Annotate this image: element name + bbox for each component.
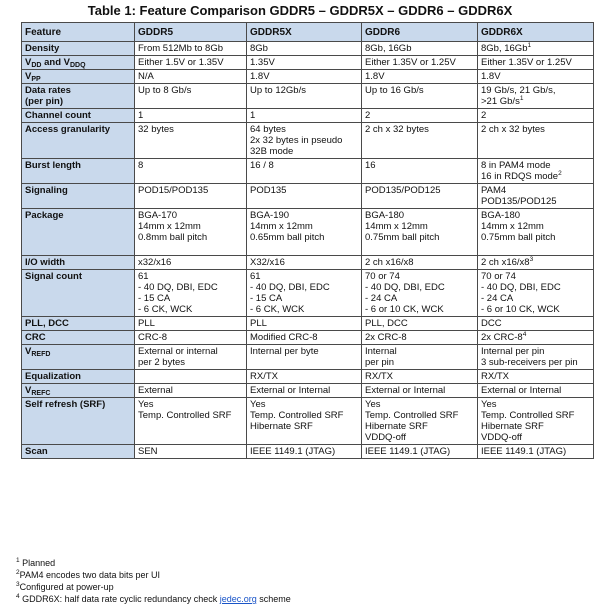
header-gddr5x: GDDR5X — [247, 23, 362, 42]
jedec-link[interactable]: jedec.org — [219, 594, 257, 604]
feature-label: PLL, DCC — [22, 317, 135, 331]
table-cell: 2x CRC-8 — [362, 331, 478, 345]
table-cell: External or Internal — [478, 384, 594, 398]
table-cell: External or Internal — [362, 384, 478, 398]
footnote: $^1$ Planned — [16, 557, 56, 568]
table-cell: External or internal per 2 bytes — [135, 345, 247, 370]
table-cell: 2 — [362, 109, 478, 123]
table-row — [22, 445, 594, 459]
table-cell: 19 Gb/s, 21 Gb/s, >21 $Gb/s^1$ — [478, 84, 594, 109]
feature-label: CRC — [22, 331, 135, 345]
table-row — [22, 256, 594, 270]
table-cell: SEN — [135, 445, 247, 459]
feature-label: $V_{PP}$ — [22, 70, 135, 84]
table-cell: PLL, DCC — [362, 317, 478, 331]
table-cell: 2 — [478, 109, 594, 123]
feature-label: Burst length — [22, 159, 135, 184]
table-cell: RX/TX — [247, 370, 362, 384]
feature-label: Scan — [22, 445, 135, 459]
table-body — [22, 42, 594, 459]
table-cell: DCC — [478, 317, 594, 331]
feature-label: Access granularity — [22, 123, 135, 159]
table-cell: CRC-8 — [135, 331, 247, 345]
header-gddr5: GDDR5 — [135, 23, 247, 42]
feature-comparison-table — [21, 22, 594, 459]
table-cell: Yes Temp. Controlled SRF — [135, 398, 247, 445]
footnote: $^3$Configured at power-up — [16, 581, 114, 592]
table-cell: 2 ch x 32 bytes — [362, 123, 478, 159]
table-cell: PLL — [247, 317, 362, 331]
table-cell: Either 1.5V or 1.35V — [135, 56, 247, 70]
footnote-ref: 1 — [519, 95, 524, 102]
table-cell: Either 1.35V or 1.25V — [478, 56, 594, 70]
table-cell: 8 — [135, 159, 247, 184]
table-row — [22, 209, 594, 256]
table-row — [22, 159, 594, 184]
footnote-ref: 1 — [527, 42, 532, 49]
feature-label: I/O width — [22, 256, 135, 270]
table-cell: 16 — [362, 159, 478, 184]
table-cell: N/A — [135, 70, 247, 84]
table-cell: 8 in PAM4 mode 16 in RDQS mode$^2$ — [478, 159, 594, 184]
table-row — [22, 42, 594, 56]
table-cell: 1 — [135, 109, 247, 123]
table-cell: 2x CRC-$8^4$ — [478, 331, 594, 345]
table-cell: Yes Temp. Controlled SRF Hibernate SRF VDDQ-off — [362, 398, 478, 445]
table-cell: IEEE 1149.1 (JTAG) — [478, 445, 594, 459]
table-cell: External or Internal — [247, 384, 362, 398]
header-feature: Feature — [22, 23, 135, 42]
table-row — [22, 345, 594, 370]
table-cell: 70 or 74 - 40 DQ, DBI, EDC - 24 CA - 6 or 10 CK, WCK — [478, 270, 594, 317]
table-cell: x32/x16 — [135, 256, 247, 270]
table-row — [22, 270, 594, 317]
feature-label: Self refresh (SRF) — [22, 398, 135, 445]
footnotes — [16, 557, 291, 605]
table-row — [22, 84, 594, 109]
feature-label: Signal count — [22, 270, 135, 317]
table-cell: 61 - 40 DQ, DBI, EDC - 15 CA - 6 CK, WCK — [247, 270, 362, 317]
table-cell: 2 ch $x16/x8^3$ — [478, 256, 594, 270]
table-cell: RX/TX — [478, 370, 594, 384]
feature-label: Data rates (per pin) — [22, 84, 135, 109]
table-cell: POD15/POD135 — [135, 184, 247, 209]
table-cell: 64 bytes 2x 32 bytes in pseudo 32B mode — [247, 123, 362, 159]
table-cell: External — [135, 384, 247, 398]
table-cell: 32 bytes — [135, 123, 247, 159]
table-cell: Either 1.35V or 1.25V — [362, 56, 478, 70]
table-cell: POD135/POD125 — [362, 184, 478, 209]
table-row — [22, 123, 594, 159]
header-gddr6x: GDDR6X — [478, 23, 594, 42]
feature-label: $V_{DD}$ and $V_{DDQ}$ — [22, 56, 135, 70]
table-cell: Up to 12Gb/s — [247, 84, 362, 109]
table-cell: 8Gb — [247, 42, 362, 56]
table-cell: BGA-180 14mm x 12mm 0.75mm ball pitch — [362, 209, 478, 256]
feature-label: $V_{REFC}$ — [22, 384, 135, 398]
table-cell: 61 - 40 DQ, DBI, EDC - 15 CA - 6 CK, WCK — [135, 270, 247, 317]
feature-label: Channel count — [22, 109, 135, 123]
table-title: Table 1: Feature Comparison GDDR5 – GDDR5X – GDDR6 – GDDR6X — [87, 3, 513, 18]
table-cell: Yes Temp. Controlled SRF Hibernate SRF VDDQ-off — [478, 398, 594, 445]
table-cell: POD135 — [247, 184, 362, 209]
table-cell: BGA-180 14mm x 12mm 0.75mm ball pitch — [478, 209, 594, 256]
table-row — [22, 398, 594, 445]
table-cell: IEEE 1149.1 (JTAG) — [247, 445, 362, 459]
table-row — [22, 56, 594, 70]
footnote-ref: 3 — [529, 256, 534, 263]
table-cell: From 512Mb to 8Gb — [135, 42, 247, 56]
footnote: $^4$ GDDR6X: half data rate cyclic redundancy check jedec.org scheme — [16, 593, 291, 604]
header-row — [22, 23, 594, 42]
feature-label: Density — [22, 42, 135, 56]
table-cell: X32/x16 — [247, 256, 362, 270]
feature-label: $V_{REFD}$ — [22, 345, 135, 370]
table-cell: Internal per pin — [362, 345, 478, 370]
table-cell: PAM4 POD135/POD125 — [478, 184, 594, 209]
table-cell: 2 ch x 32 bytes — [478, 123, 594, 159]
table-row — [22, 317, 594, 331]
header-gddr6: GDDR6 — [362, 23, 478, 42]
feature-label: Package — [22, 209, 135, 256]
feature-label: Signaling — [22, 184, 135, 209]
table-cell: BGA-190 14mm x 12mm 0.65mm ball pitch — [247, 209, 362, 256]
table-row — [22, 370, 594, 384]
footnote-ref: 2 — [558, 170, 562, 177]
table-cell: 1.35V — [247, 56, 362, 70]
table-cell: RX/TX — [362, 370, 478, 384]
table-cell: Modified CRC-8 — [247, 331, 362, 345]
feature-label: Equalization — [22, 370, 135, 384]
table-cell: 1.8V — [362, 70, 478, 84]
table-cell: Up to 16 Gb/s — [362, 84, 478, 109]
table-cell: IEEE 1149.1 (JTAG) — [362, 445, 478, 459]
table-row — [22, 109, 594, 123]
table-cell: 2 ch x16/x8 — [362, 256, 478, 270]
table-cell: 8Gb, 16Gb — [362, 42, 478, 56]
table-row — [22, 331, 594, 345]
table-cell: 1.8V — [478, 70, 594, 84]
table-cell: Up to 8 Gb/s — [135, 84, 247, 109]
table-cell: 70 or 74 - 40 DQ, DBI, EDC - 24 CA - 6 or 10 CK, WCK — [362, 270, 478, 317]
table-cell: Yes Temp. Controlled SRF Hibernate SRF — [247, 398, 362, 445]
table-cell: 1.8V — [247, 70, 362, 84]
table-cell: Internal per pin 3 sub-receivers per pin — [478, 345, 594, 370]
table-cell: BGA-170 14mm x 12mm 0.8mm ball pitch — [135, 209, 247, 256]
table-cell: Internal per byte — [247, 345, 362, 370]
footnote: $^2$PAM4 encodes two data bits per UI — [16, 569, 161, 580]
table-cell — [135, 370, 247, 384]
table-row — [22, 184, 594, 209]
table-cell: 1 — [247, 109, 362, 123]
table-row — [22, 384, 594, 398]
table-cell: 8Gb, 16Gb$^1$ — [478, 42, 594, 56]
table-cell: PLL — [135, 317, 247, 331]
table-cell: 16 / 8 — [247, 159, 362, 184]
footnote-ref: 4 — [522, 331, 527, 338]
table-row — [22, 70, 594, 84]
